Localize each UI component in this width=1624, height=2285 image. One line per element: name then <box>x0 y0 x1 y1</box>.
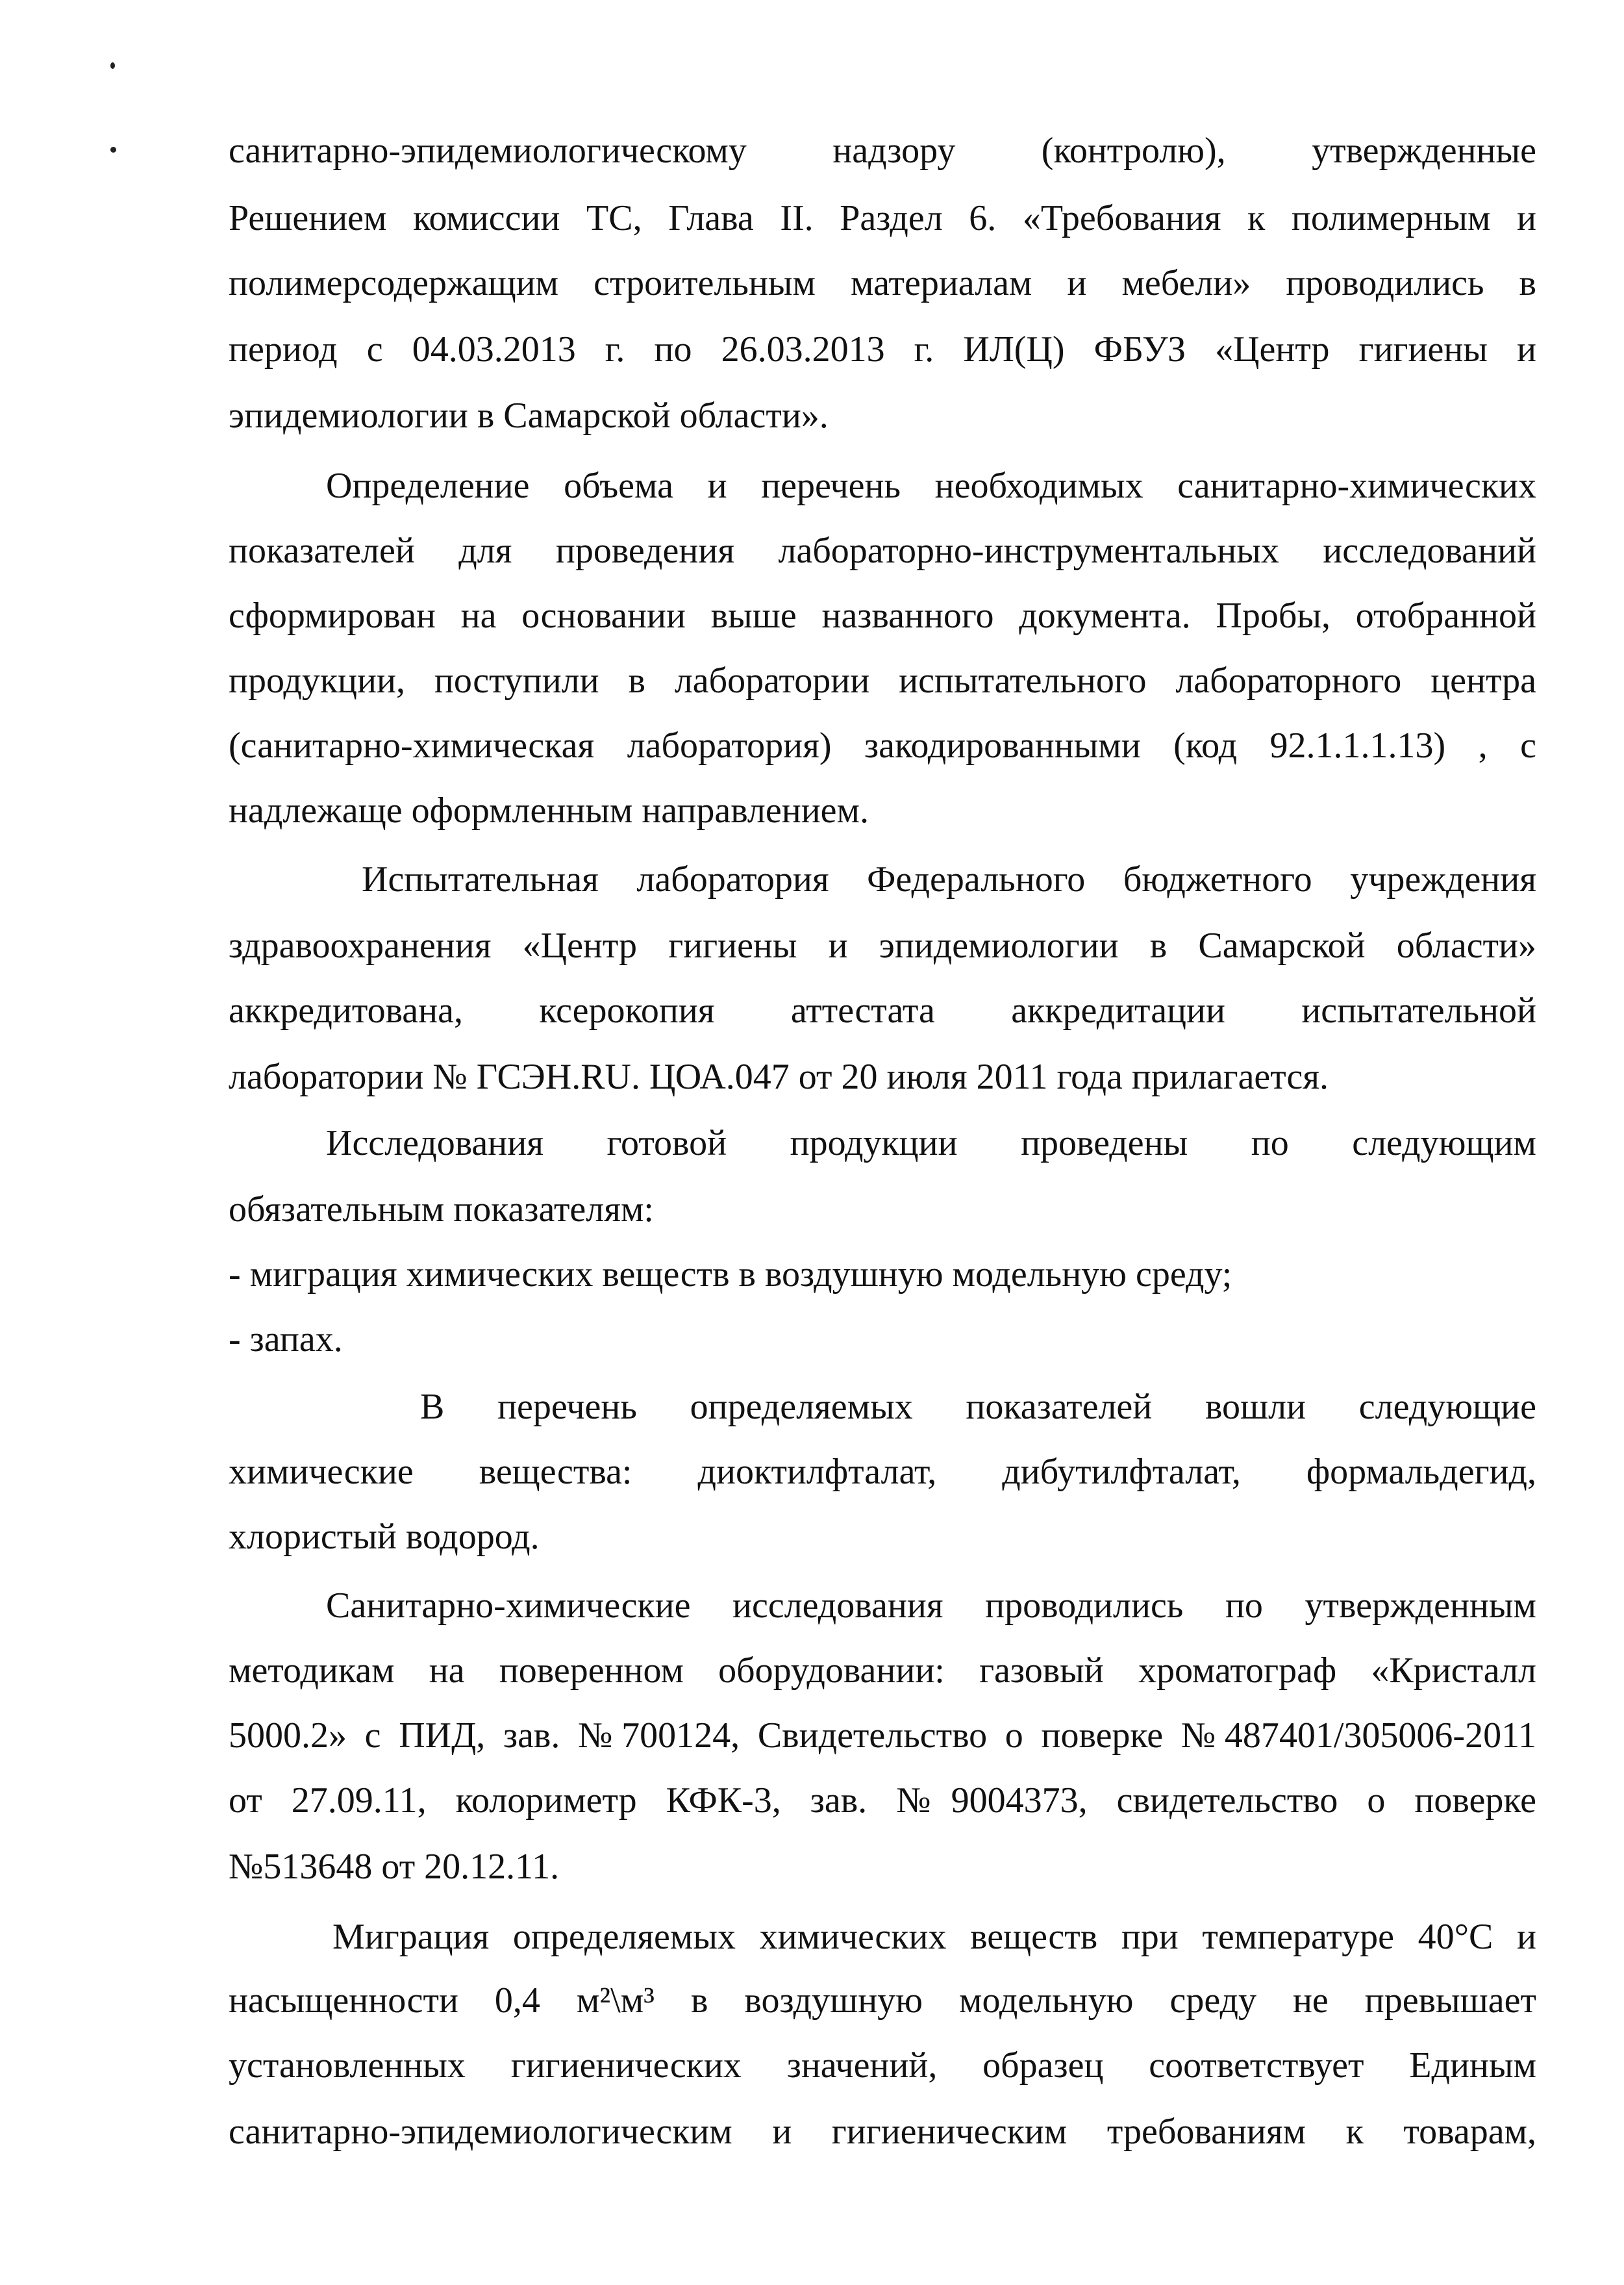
text-line: санитарно-эпидемиологическому надзору (контролю), утвержденные <box>229 131 1536 171</box>
text-line: Решением комиссии ТС, Глава II. Раздел 6. «Требования к полимерным и <box>229 198 1536 238</box>
text-line: от 27.09.11, колориметр КФК-3, зав. №9004373, свидетельство о поверке <box>229 1780 1536 1821</box>
text-line: продукции, поступили в лаборатории испытательного лабораторного центра <box>229 661 1536 701</box>
paragraph-start-line: Исследования готовой продукции проведены по следующим <box>326 1123 1536 1163</box>
text-line: надлежаще оформленным направлением. <box>229 790 869 831</box>
paragraph-start-line: Испытательная лаборатория Федерального бюджетного учреждения <box>362 859 1536 900</box>
text-line: аккредитована, ксерокопия аттестата аккредитации испытательной <box>229 991 1536 1031</box>
text-line: показателей для проведения лабораторно-инструментальных исследований <box>229 531 1536 571</box>
paragraph-start-line: Санитарно-химические исследования проводились по утвержденным <box>326 1585 1536 1626</box>
text-line: лаборатории № ГСЭН.RU. ЦОА.047 от 20 июля 2011 года прилагается. <box>229 1057 1329 1097</box>
text-line: сформирован на основании выше названного документа. Пробы, отобранной <box>229 596 1536 636</box>
text-line: период с 04.03.2013 г. по 26.03.2013 г. ИЛ(Ц) ФБУЗ «Центр гигиены и <box>229 329 1536 370</box>
paragraph-start-line: Миграция определяемых химических веществ при температуре 40°С и <box>332 1917 1536 1957</box>
paragraph-start-line: Определение объема и перечень необходимых санитарно-химических <box>326 466 1536 506</box>
text-line: химические вещества: диоктилфталат, дибутилфталат, формальдегид, <box>229 1452 1536 1492</box>
list-item: - миграция химических веществ в воздушную модельную среду; <box>229 1254 1232 1294</box>
text-line: здравоохранения «Центр гигиены и эпидемиологии в Самарской области» <box>229 926 1536 966</box>
text-line: 5000.2» с ПИД, зав. №700124, Свидетельство о поверке №487401/305006-2011 <box>229 1715 1536 1756</box>
text-line: санитарно-эпидемиологическим и гигиеническим требованиям к товарам, <box>229 2112 1536 2152</box>
list-item: - запах. <box>229 1319 343 1359</box>
scan-speck <box>110 147 116 153</box>
text-line: насыщенности 0,4 м²\м³ в воздушную модельную среду не превышает <box>229 1980 1536 2021</box>
text-line: №513648 от 20.12.11. <box>229 1847 560 1887</box>
text-line: хлористый водород. <box>229 1517 540 1557</box>
text-line: методикам на поверенном оборудовании: газовый хроматограф «Кристалл <box>229 1650 1536 1691</box>
text-line: обязательным показателям: <box>229 1189 654 1230</box>
text-line: установленных гигиенических значений, образец соответствует Единым <box>229 2045 1536 2086</box>
text-line: полимерсодержащим строительным материалам и мебели» проводились в <box>229 263 1536 303</box>
scan-speck <box>110 62 115 69</box>
paragraph-start-line: В перечень определяемых показателей вошли следующие <box>420 1387 1536 1427</box>
text-line: эпидемиологии в Самарской области». <box>229 396 829 436</box>
text-line: (санитарно-химическая лаборатория) закодированными (код 92.1.1.1.13) , с <box>229 726 1536 766</box>
